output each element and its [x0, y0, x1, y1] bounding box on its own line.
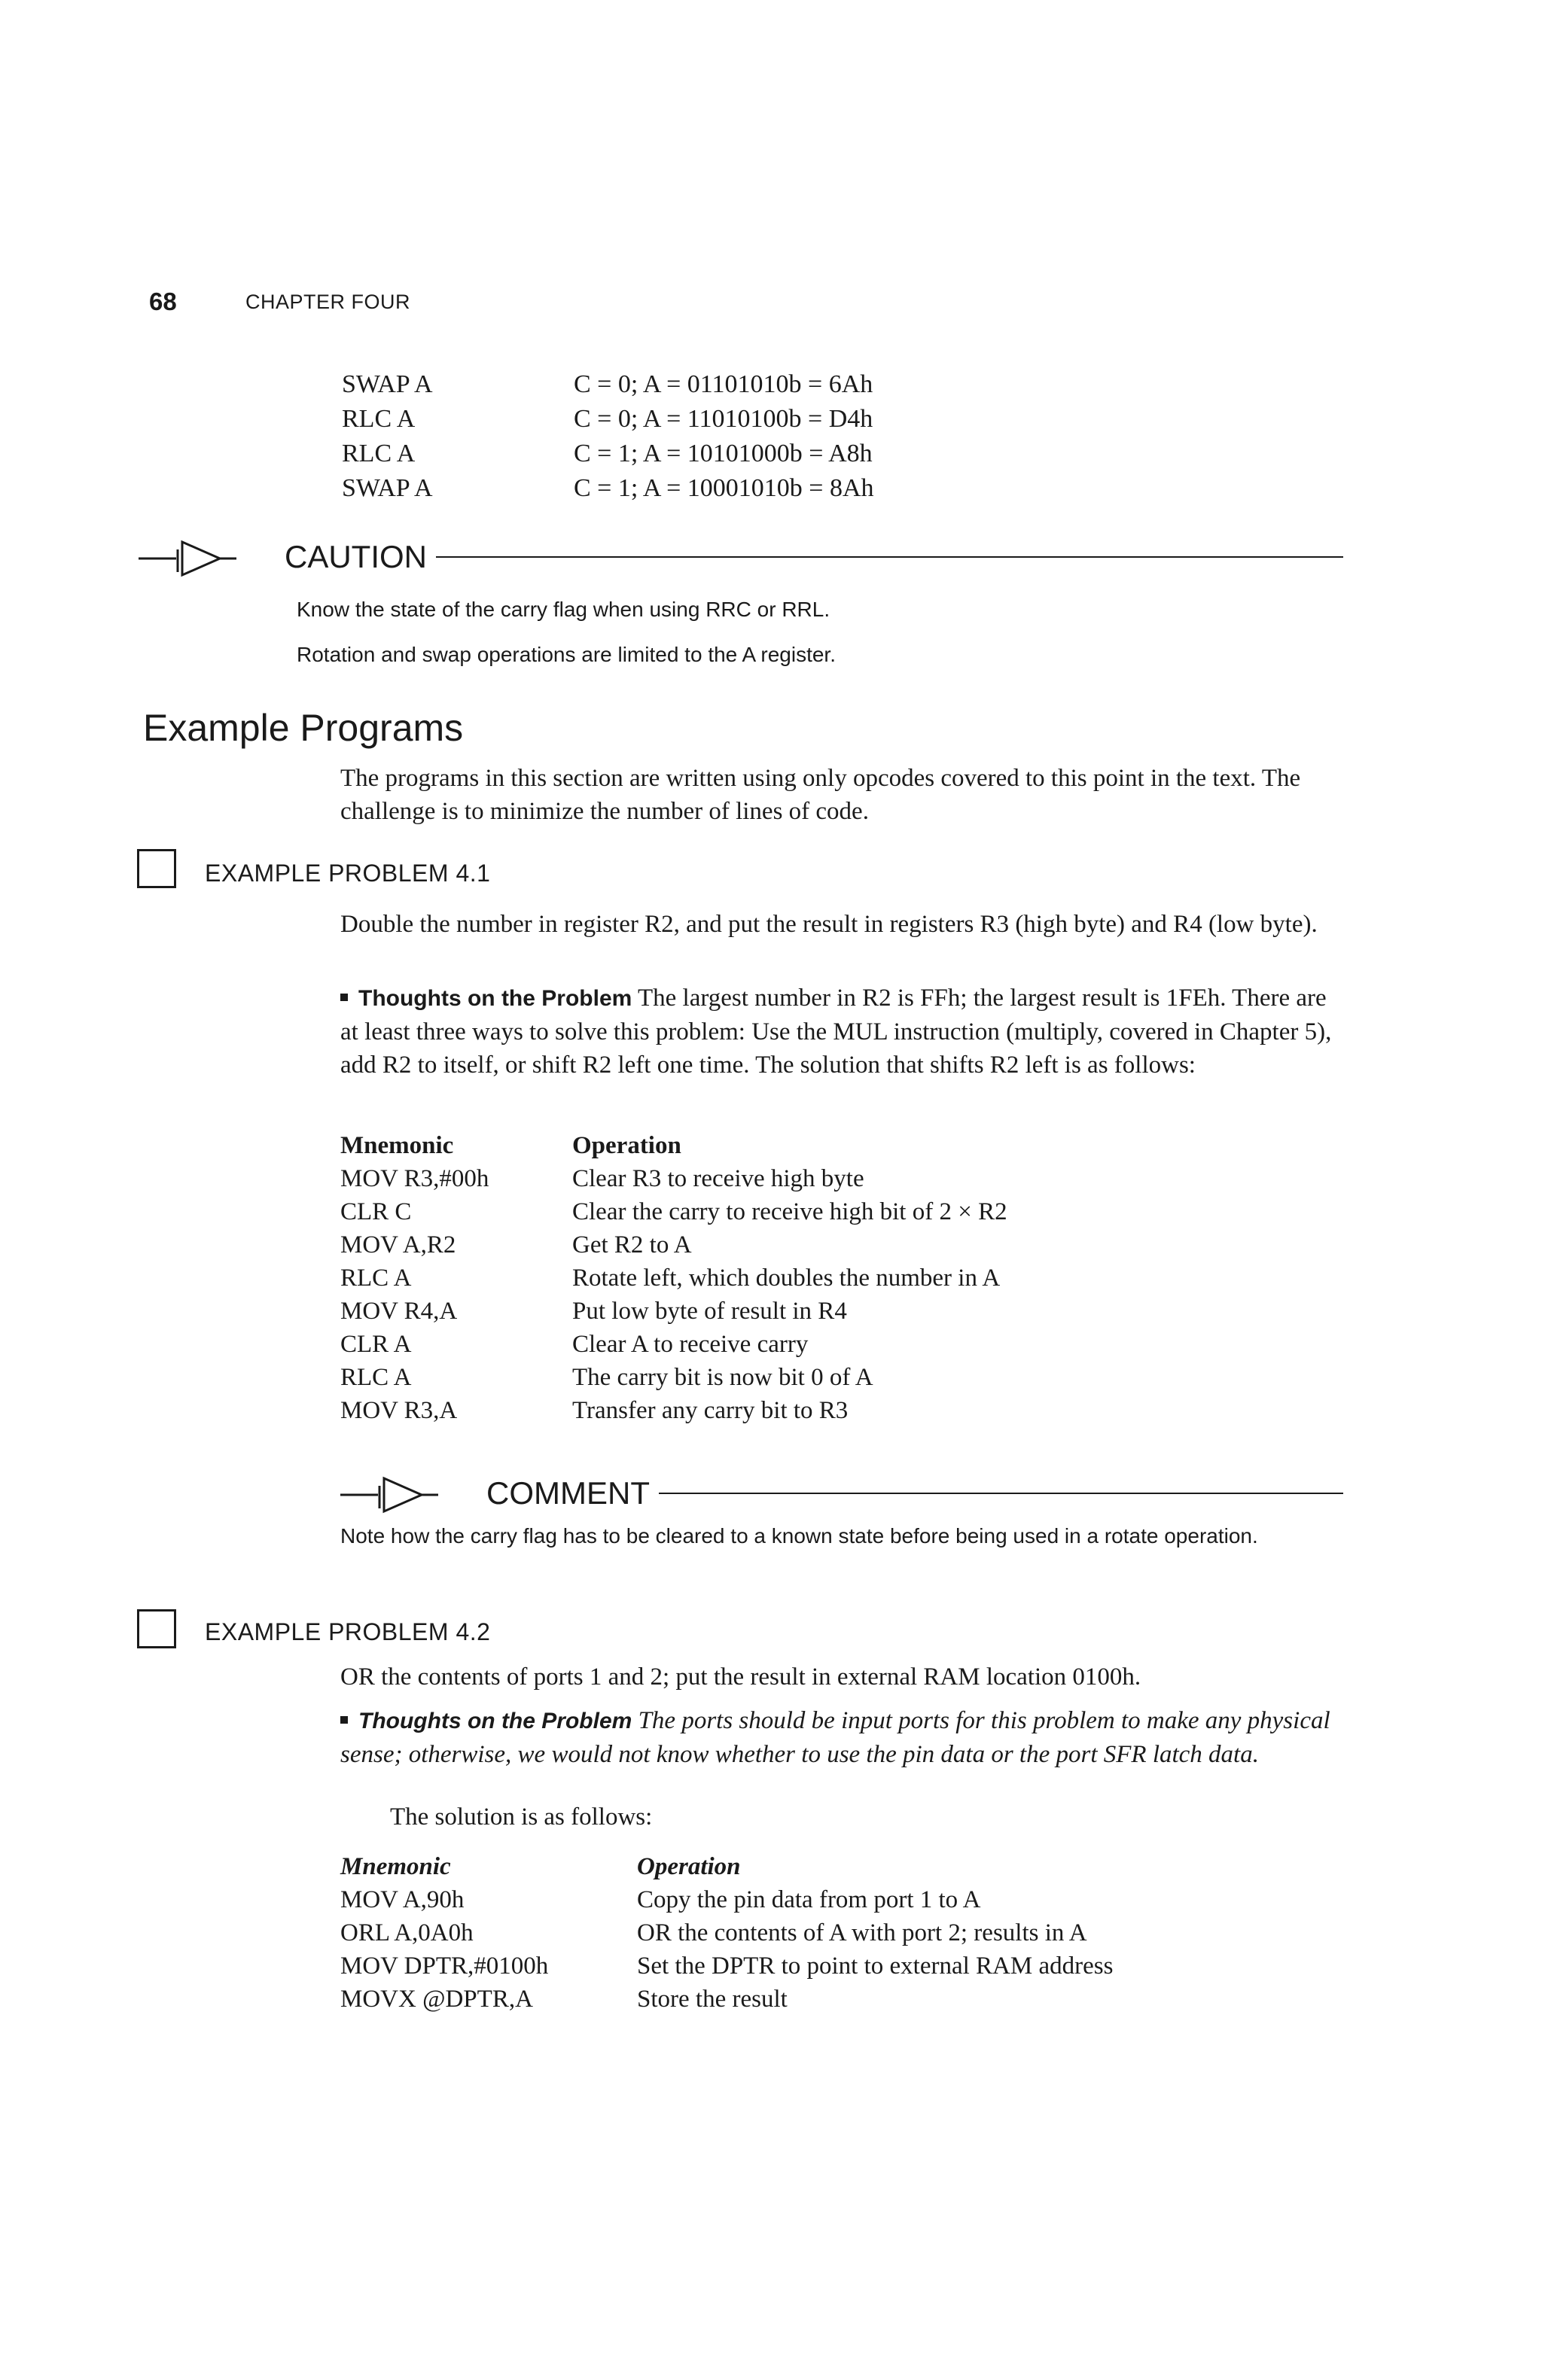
mnemonic-cell: CLR A [340, 1331, 412, 1358]
mnemonic-cell: MOV R4,A [340, 1298, 458, 1325]
trace-result: C = 0; A = 01101010b = 6Ah [574, 370, 873, 398]
table-row [340, 1949, 1113, 1983]
trace-row [342, 437, 874, 471]
caution-line: Rotation and swap operations are limited to the A register. [297, 643, 836, 666]
solution-intro: The solution is as follows: [390, 1803, 653, 1831]
problem-statement: Double the number in register R2, and put the result in registers R3 (high byte) and R4 (low byte). [340, 911, 1318, 938]
mnemonic-cell: MOV R3,A [340, 1397, 458, 1424]
trace-result: C = 1; A = 10001010b = 8Ah [574, 474, 874, 502]
operation-cell: Rotate left, which doubles the number in A [572, 1265, 1001, 1292]
table-row [340, 1328, 1007, 1361]
operation-cell: Set the DPTR to point to external RAM address [637, 1952, 1114, 1980]
mnemonic-cell: RLC A [340, 1364, 412, 1391]
table-row [340, 1983, 1113, 2016]
table-row [340, 1228, 1007, 1262]
example-problem-title: EXAMPLE PROBLEM 4.1 [205, 860, 491, 887]
trace-result: C = 0; A = 11010100b = D4h [574, 405, 873, 433]
chapter-label: CHAPTER FOUR [245, 291, 411, 313]
caution-title: CAUTION [285, 539, 427, 574]
trace-result: C = 1; A = 10101000b = A8h [574, 440, 873, 467]
column-header-operation: Operation [637, 1853, 741, 1880]
comment-rule [659, 1493, 1343, 1494]
mnemonic-cell: MOV R3,#00h [340, 1165, 489, 1192]
operation-cell: Clear A to receive carry [572, 1331, 809, 1358]
mnemonic-cell: MOV A,90h [340, 1886, 465, 1913]
mnemonic-cell: RLC A [340, 1265, 412, 1292]
bullet-icon [340, 994, 348, 1001]
callout-arrow-icon [340, 1472, 480, 1514]
bullet-icon [340, 1716, 348, 1724]
table-row [340, 1262, 1007, 1295]
table-row [340, 1916, 1113, 1949]
thoughts-label: Thoughts on the Problem [358, 1709, 632, 1733]
mnemonic-cell: MOV A,R2 [340, 1231, 456, 1258]
operation-cell: Put low byte of result in R4 [572, 1298, 847, 1325]
thoughts-text: The ports should be input ports for this problem to make any physical sense; otherwise, we would not know whether to use the pin data or the port SFR latch data. [340, 1707, 1330, 1768]
mnemonic-table [340, 1850, 1113, 2016]
thoughts-text: The largest number in R2 is FFh; the largest result is 1FEh. There are at least three ways to solve this problem: Use the MUL instruction (multiply, covered in Chapter 5), add R2 to itself, or shift R2 left one time. The solution that shifts R2 left is as follows: [340, 985, 1332, 1079]
rotation-trace [342, 367, 874, 506]
operation-cell: OR the contents of A with port 2; results in A [637, 1919, 1087, 1946]
operation-cell: The carry bit is now bit 0 of A [572, 1364, 873, 1391]
operation-cell: Transfer any carry bit to R3 [572, 1397, 849, 1424]
page-number: 68 [149, 288, 177, 315]
comment-callout [340, 1472, 1343, 1514]
comment-body: Note how the carry flag has to be cleared to a known state before being used in a rotate operation. [340, 1524, 1258, 1548]
caution-callout [139, 536, 1343, 578]
table-header-row [340, 1129, 1007, 1162]
mnemonic-cell: ORL A,0A0h [340, 1919, 474, 1946]
thoughts-paragraph [340, 982, 1349, 1082]
trace-row [342, 402, 874, 437]
section-heading: Example Programs [143, 707, 464, 749]
problem-statement: OR the contents of ports 1 and 2; put the result in external RAM location 0100h. [340, 1663, 1141, 1691]
operation-cell: Copy the pin data from port 1 to A [637, 1886, 981, 1913]
table-row [340, 1162, 1007, 1195]
caution-rule [436, 556, 1343, 558]
table-row [340, 1361, 1007, 1394]
caution-body [297, 587, 836, 677]
callout-arrow-icon [139, 536, 279, 578]
operation-cell: Clear R3 to receive high byte [572, 1165, 864, 1192]
operation-cell: Get R2 to A [572, 1231, 692, 1258]
trace-row [342, 367, 874, 402]
mnemonic-table [340, 1129, 1007, 1427]
caution-line: Know the state of the carry flag when using RRC or RRL. [297, 598, 830, 621]
problem-checkbox-icon [137, 849, 176, 888]
trace-instruction: RLC A [342, 405, 416, 433]
problem-checkbox-icon [137, 1609, 176, 1648]
table-row [340, 1195, 1007, 1228]
mnemonic-cell: MOVX @DPTR,A [340, 1986, 533, 2013]
column-header-mnemonic: Mnemonic [340, 1132, 454, 1159]
trace-row [342, 471, 874, 506]
table-header-row [340, 1850, 1113, 1883]
column-header-operation: Operation [572, 1132, 681, 1159]
table-row [340, 1394, 1007, 1427]
thoughts-label: Thoughts on the Problem [358, 986, 632, 1011]
mnemonic-cell: MOV DPTR,#0100h [340, 1952, 549, 1980]
trace-instruction: SWAP A [342, 370, 433, 398]
operation-cell: Clear the carry to receive high bit of 2 × R2 [572, 1198, 1007, 1225]
example-problem-title: EXAMPLE PROBLEM 4.2 [205, 1618, 491, 1645]
trace-instruction: SWAP A [342, 474, 433, 502]
operation-cell: Store the result [637, 1986, 788, 2013]
comment-title: COMMENT [486, 1475, 650, 1511]
trace-instruction: RLC A [342, 440, 416, 467]
column-header-mnemonic: Mnemonic [340, 1853, 451, 1880]
section-intro: The programs in this section are written using only opcodes covered to this point in the text. The challenge is to minimize the number of lines of code. [340, 765, 1301, 825]
table-row [340, 1295, 1007, 1328]
table-row [340, 1883, 1113, 1916]
thoughts-paragraph [340, 1704, 1349, 1771]
mnemonic-cell: CLR C [340, 1198, 412, 1225]
